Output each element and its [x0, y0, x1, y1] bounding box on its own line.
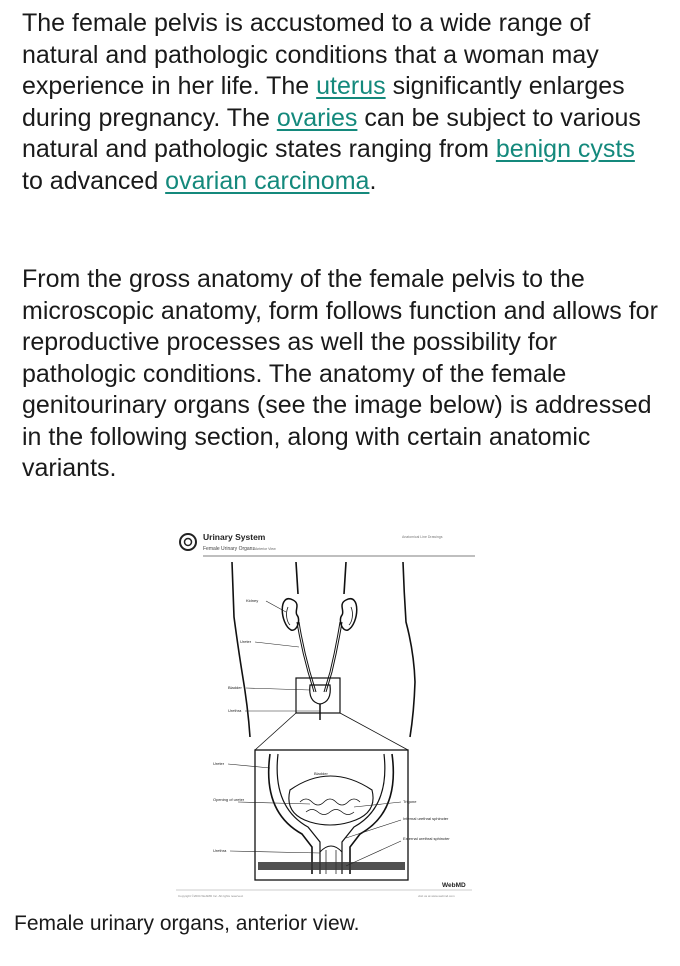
anatomy-paragraph: From the gross anatomy of the female pelvis to the microscopic anatomy, form follows function and allows for reproductive processes as well the possibility for pathologic conditions. The anatomy of the female genitourinary organs (see the image below) is addressed in the following section, along with certain anatomic variants. [22, 265, 658, 482]
webmd-logo-icon [180, 534, 196, 550]
link-benign-cysts[interactable]: benign cysts [495, 135, 635, 163]
paragraph-text: . [369, 166, 377, 195]
paragraph-text: to advanced [22, 166, 166, 195]
label-urethra-bottom: Urethra [213, 848, 227, 853]
webmd-brand: WebMD [442, 882, 466, 889]
figure-subtitle-view: - Anterior View [253, 547, 276, 551]
zoom-connector-right [340, 713, 408, 750]
figure-copyright: Copyright ©2004 WebMD Inc. All rights reserved. [178, 894, 244, 898]
figure-footer-url: visit us at www.webmd.com [418, 894, 455, 898]
bladder-zoom-box [296, 678, 340, 713]
bladder-enlarged-icon [269, 754, 394, 874]
link-ovarian-carcinoma[interactable]: ovarian carcinoma [165, 166, 370, 195]
paragraph-text: The female pelvis is accustomed to a wide range of natural and pathologic conditions that a woman may experience in her life. The [22, 9, 599, 100]
paragraph-text: significantly enlarges during pregnancy. The [22, 72, 625, 132]
leader-ureter-bottom [228, 764, 270, 768]
figure-caption: Female urinary organs, anterior view. [14, 912, 360, 935]
label-kidney: Kidney [246, 598, 259, 603]
paragraph-text: can be subject to various natural and pathologic states ranging from [22, 103, 641, 163]
label-internal-urethral-sphincter: Internal urethral sphincter [403, 816, 449, 821]
label-ureter-bottom: Ureter [213, 761, 225, 766]
label-bladder-inner: Bladder [314, 771, 328, 776]
leader-ureter-top [255, 642, 299, 647]
label-opening-of-ureter: Opening of ureter [213, 797, 245, 802]
link-uterus[interactable]: uterus [316, 72, 386, 100]
leader-urethra-bottom [230, 851, 320, 853]
label-bladder-top: Bladder [228, 685, 242, 690]
ureters-icon [297, 622, 342, 692]
figure-subtitle: Female Urinary Organs [203, 546, 255, 552]
pelvic-floor-band [258, 862, 405, 870]
figure-corner-text: Anatomical Line Drawings [402, 535, 443, 539]
leader-internal-sphincter [346, 820, 401, 838]
intro-paragraph [22, 8, 662, 197]
kidneys-icon [282, 599, 357, 630]
urinary-system-figure [170, 522, 480, 900]
label-external-urethral-sphincter: External urethral sphincter [403, 836, 450, 841]
label-ureter-top: Ureter [240, 639, 252, 644]
figure-title: Urinary System [203, 532, 266, 542]
label-trigone: Trigone [403, 799, 417, 804]
urinary-diagram [170, 522, 480, 900]
label-urethra-top: Urethra [228, 708, 242, 713]
leader-bladder-top [246, 688, 310, 690]
zoom-connector-left [255, 713, 296, 750]
link-ovaries[interactable]: ovaries [276, 103, 358, 132]
